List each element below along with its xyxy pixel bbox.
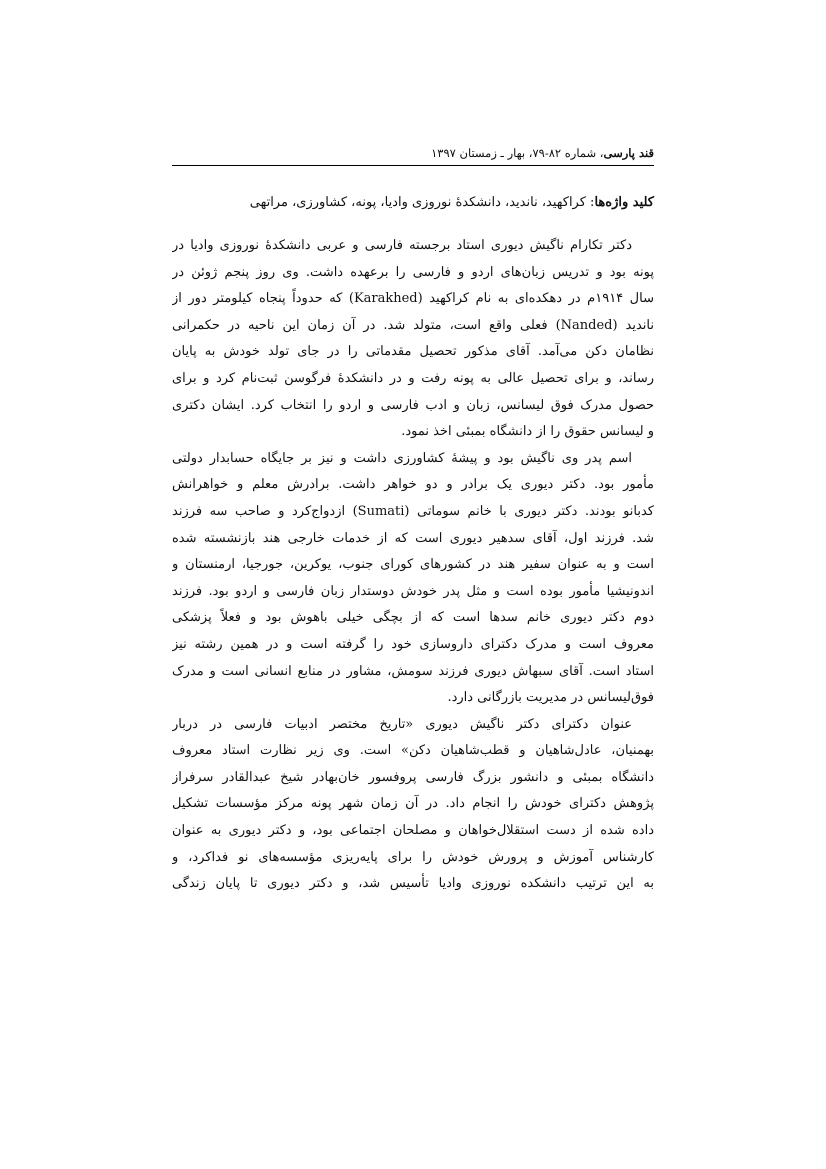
text-line: رساند، و برای تحصیل عالی به پونه رفت و در دانشکدۀ فرگوسن ثبت‌نام کرد و برای <box>172 370 654 386</box>
text-line: اسم پدر وی ناگیش بود و پیشۀ کشاورزی داشت و نیز بر جایگاه حسابدار دولتی <box>172 450 632 466</box>
keywords-line <box>172 192 654 214</box>
text-line: شد. فرزند اول، آقای سدهیر دیوری است که از خدمات خارجی هند بازنشسته شده <box>172 530 654 546</box>
header-divider <box>172 165 654 166</box>
running-header <box>172 145 654 161</box>
text-line: مأمور بود. دکتر دیوری یک برادر و دو خواهر داشت. برادرش معلم و خواهرانش <box>172 477 654 493</box>
text-line: معروف است و مدرک دکترای داروسازی خود را گرفته است و در همین رشته نیز <box>172 636 654 652</box>
text-line: بهمنیان، عادل‌شاهیان و قطب‌شاهیان دکن» است. وی زیر نظارت استاد معروف <box>172 743 654 759</box>
keywords-label: کلید واژه‌ها <box>594 195 654 210</box>
text-line: به این ترتیب دانشکده نوروزی وادیا تأسیس شد، و دکتر دیوری تا پایان زندگی <box>172 876 654 892</box>
keywords-text: : کراکهید، ناندید، دانشکدۀ نوروزی وادیا، پونه، کشاورزی، مراتهی <box>249 195 595 210</box>
body-text <box>172 233 654 898</box>
text-line: استاد است. آقای سبهاش دیوری فرزند سومش، مشاور در منابع انسانی است و مدرک <box>172 663 654 679</box>
text-line: سال ۱۹۱۴م در دهکده‌ای به نام کراکهید (Karakhed) که حدوداً پنجاه کیلومتر دور از <box>172 291 654 307</box>
text-line: است و به عنوان سفیر هند در کشورهای کورای جنوب، یوکرین، جورجیا، ارمنستان و <box>172 557 654 573</box>
text-line: دکتر تکارام ناگیش دیوری استاد برجسته فارسی و عربی دانشکدۀ نوروزی وادیا در <box>172 238 632 253</box>
issue-info: ، شماره ۸۲-۷۹، بهار ـ زمستان ۱۳۹۷ <box>431 146 604 160</box>
paragraph-1 <box>172 233 654 446</box>
text-line: عنوان دکترای دکتر ناگیش دیوری «تاریخ مختصر ادبیات فارسی در دربار <box>172 716 632 732</box>
paragraph-3 <box>172 712 654 898</box>
journal-name: قند پارسی <box>603 146 654 160</box>
text-line: و لیسانس حقوق را از دانشگاه بمبئی اخذ نمود. <box>401 424 654 440</box>
text-line: کارشناس آموزش و پرورش خودش را برای پایه‌ریزی مؤسسه‌های نو فداکرد، و <box>172 849 654 865</box>
text-line: نظامان دکن می‌آمد. آقای مذکور تحصیل مقدماتی را در جای تولد خودش به پایان <box>172 344 654 360</box>
text-line: داده شده از دست استقلال‌خواهان و مصلحان اجتماعی بود، و دکتر دیوری به عنوان <box>172 823 654 839</box>
text-line: ناندید (Nanded) فعلی واقع است، متولد شد. در آن زمان این ناحیه در حکمرانی <box>172 317 654 333</box>
text-line: حصول مدرک فوق لیسانس، زبان و ادب فارسی و اردو را انتخاب کرد. ایشان دکتری <box>172 397 654 413</box>
text-line: کدبانو بودند. دکتر دیوری با خانم سوماتی (Sumati) ازدواج‌کرد و صاحب سه فرزند <box>172 503 654 519</box>
text-line: پونه بود و تدریس زبان‌های اردو و فارسی را برعهده داشت. وی روز پنجم ژوئن در <box>172 264 654 280</box>
paragraph-2 <box>172 446 654 712</box>
text-line: اندونیشیا مأمور بوده است و مثل پدر خودش دوستدار زبان فارسی و اردو بود. فرزند <box>172 583 654 599</box>
text-line: دوم دکتر دیوری خانم سدها است که از بچگی خیلی باهوش بود و فعلاً پزشکی <box>172 610 654 626</box>
text-line: دانشگاه بمبئی و دانشور بزرگ فارسی پروفسور خان‌بهادر شیخ عبدالقادر سرفراز <box>172 769 654 785</box>
text-line: فوق‌لیسانس در مدیریت بازرگانی دارد. <box>447 690 654 706</box>
text-line: پژوهش دکترای خودش را انجام داد. در آن زمان شهر پونه مرکز مؤسسات تشکیل <box>172 796 654 812</box>
